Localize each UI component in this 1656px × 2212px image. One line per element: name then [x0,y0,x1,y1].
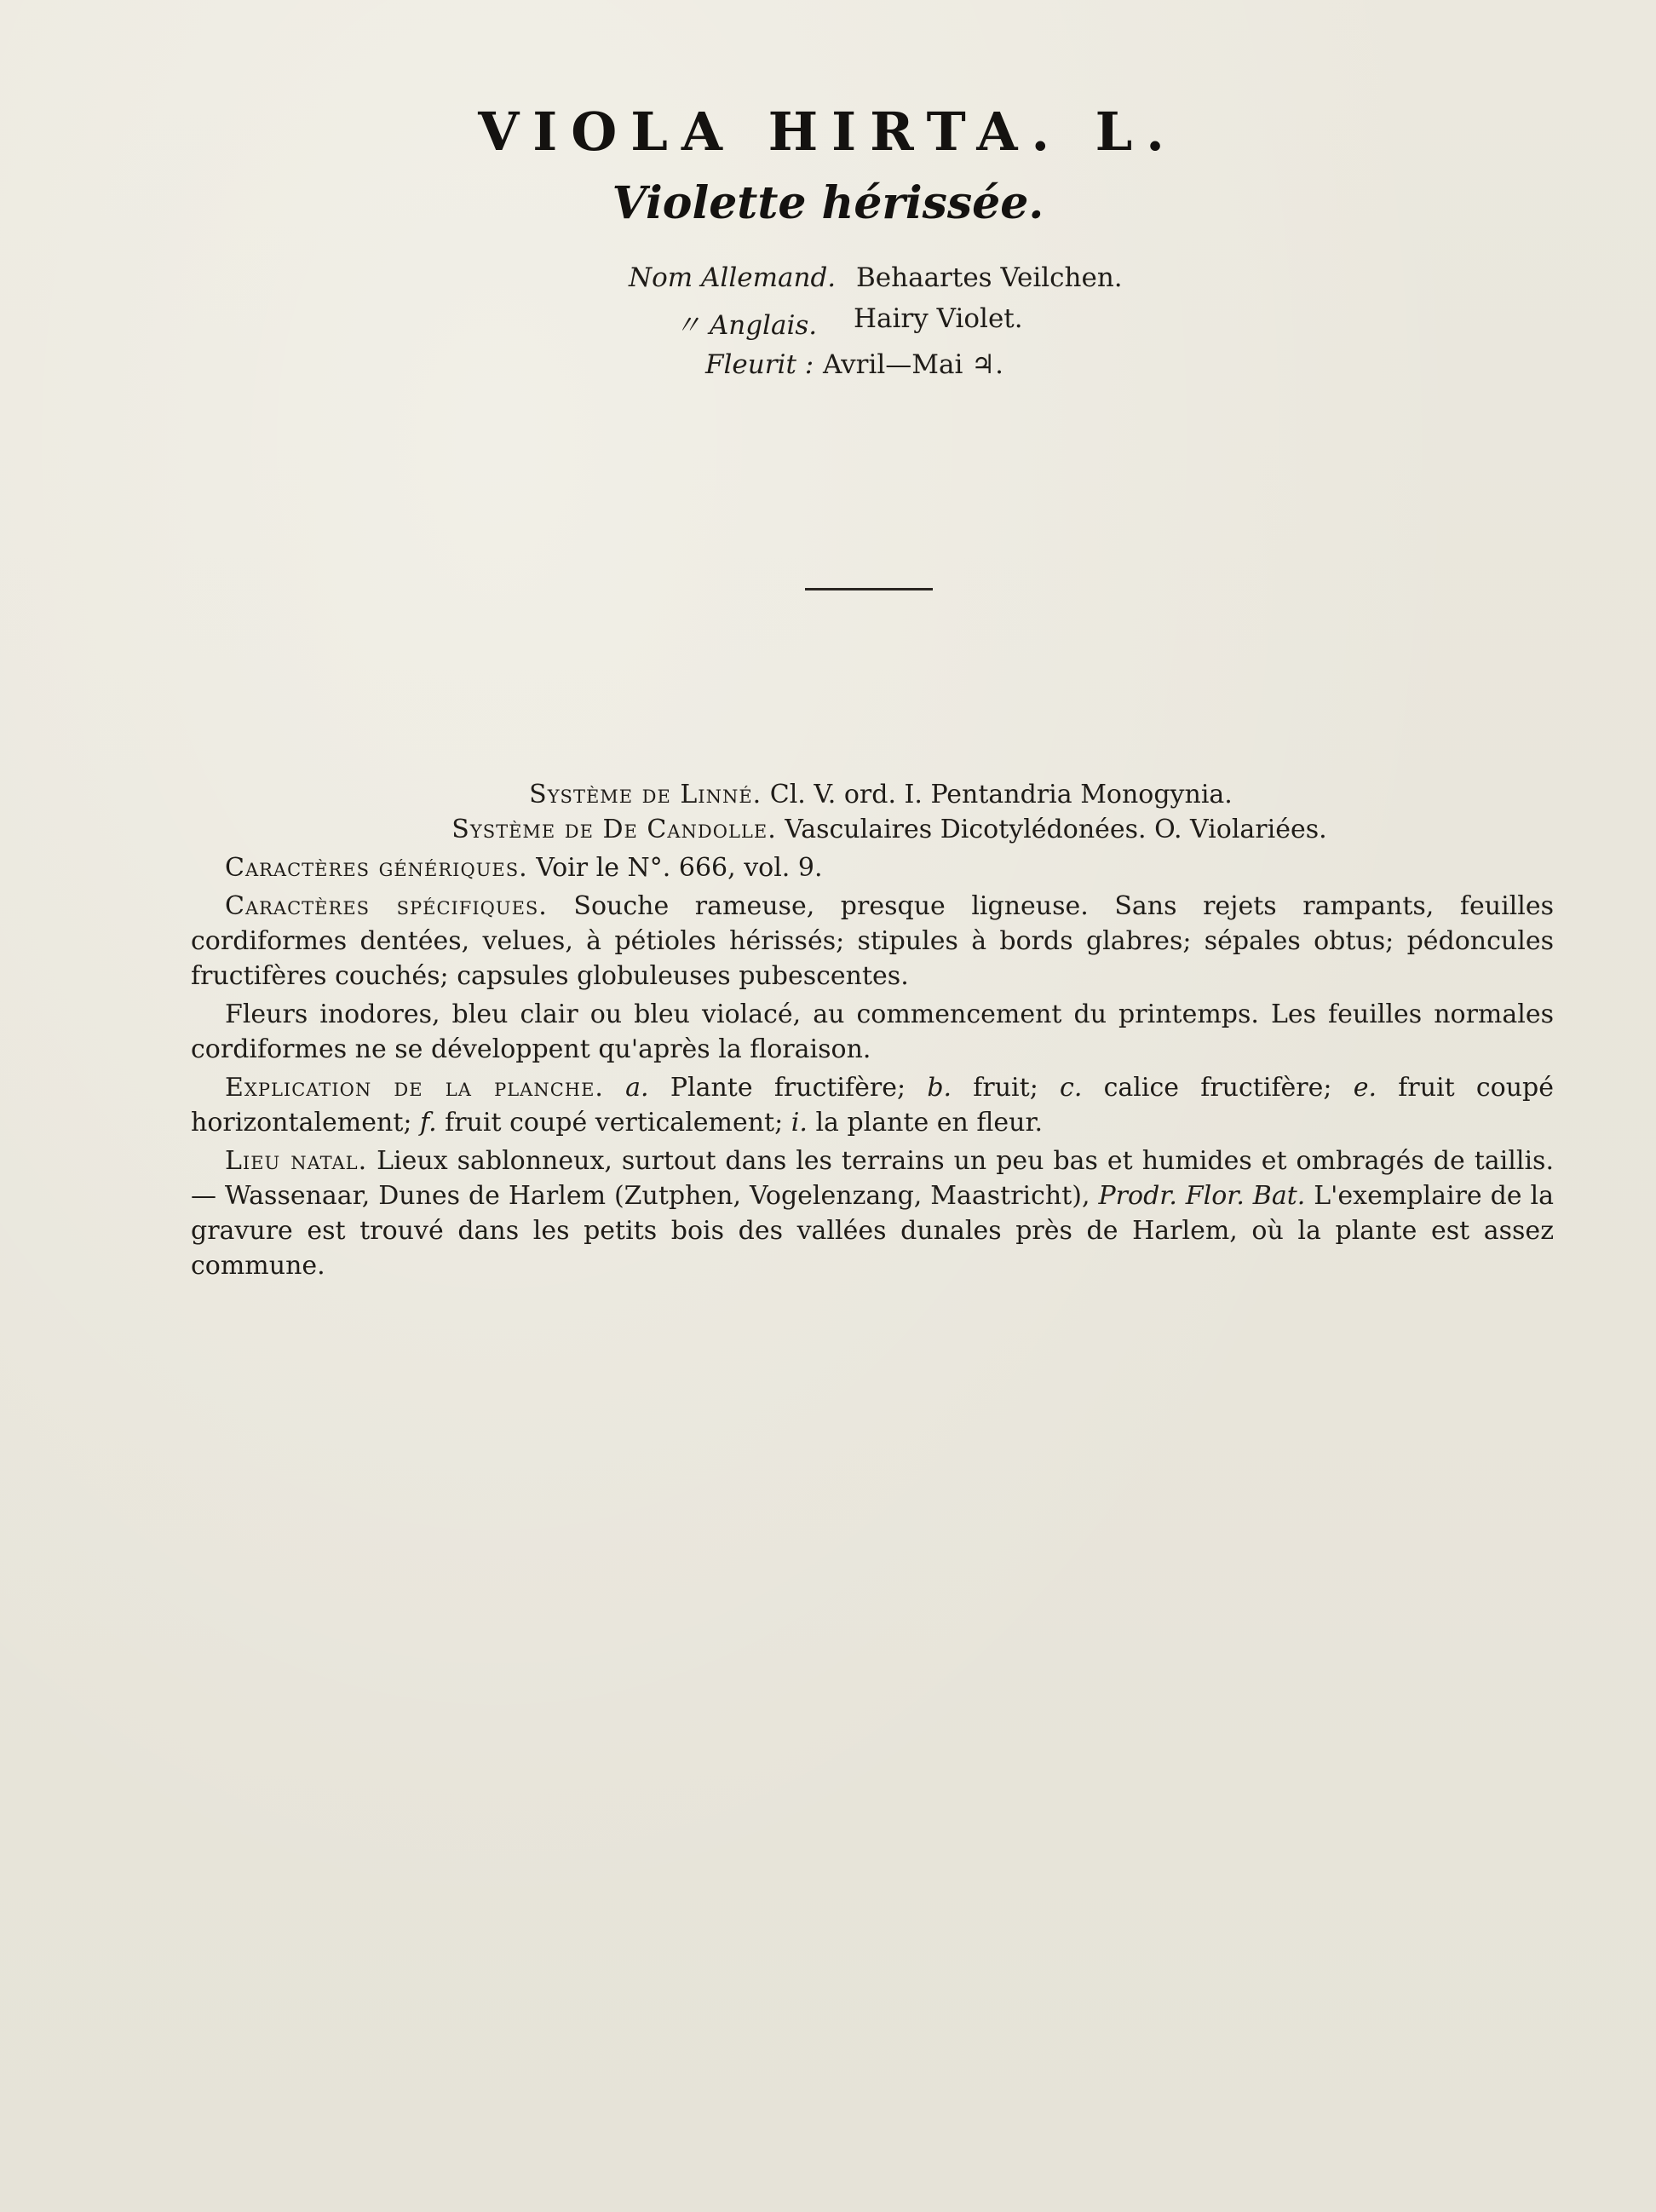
german-name-label: Nom Allemand. [629,262,837,293]
plate-explanation [191,1070,1554,1140]
english-name-label: 〃 Anglais. [675,310,818,341]
generic-text: Voir le N°. 666, vol. 9. [536,853,823,883]
specific-label: Caractères spécifiques. [225,891,548,921]
specific-characters [191,889,1554,994]
specific-text: Souche rameuse, presque ligneuse. Sans rejets rampants, feuilles cordiformes dentées, velues, à pétioles hérissés; stipules à bords glabres; sépales obtus; pédoncules fructifères couchés; capsules globuleuses pubescentes. [191,891,1555,991]
flowering-label: Fleurit : [705,349,814,380]
habitat-label: Lieu natal. [225,1146,368,1176]
common-names [0,262,1656,390]
plate-text-f: fruit coupé verticalement; [445,1108,784,1138]
habitat-text-2: L'exemplaire de la gravure est trouvé dans les petits bois des vallées dunales près de Harlem, où la plante est assez commune. [191,1181,1554,1281]
plate-text-b: fruit; [973,1073,1038,1103]
german-name-row [0,262,1656,303]
flowering-value: Avril—Mai ♃. [823,349,1003,380]
generic-label: Caractères génériques. [225,853,528,883]
plate-key-c: c. [1060,1073,1083,1103]
page-subtitle: Violette hérissée. [612,177,1044,229]
linne-value: Cl. V. ord. I. Pentandria Monogynia. [769,780,1233,809]
plate-key-i: i. [791,1108,808,1138]
plate-key-a: a. [625,1073,649,1103]
plate-key-e: e. [1353,1073,1377,1103]
divider-rule [805,588,933,590]
plate-label: Explication de la planche. [225,1073,604,1103]
habitat-paragraph [191,1143,1554,1283]
flowers-paragraph: Fleurs inodores, bleu clair ou bleu violacé, au commencement du printemps. Les feuilles normales cordiformes ne se développent qu'après la floraison. [191,999,1554,1064]
german-name-value: Behaartes Veilchen. [856,262,1123,293]
linne-system-line [191,777,1554,812]
plate-key-f: f. [420,1108,437,1138]
plate-text-e: fruit coupé horizontalement; [191,1073,1555,1138]
candolle-system-line [191,812,1554,847]
english-name-row [0,303,1656,344]
flowering-row [0,349,1656,390]
english-name-value: Hairy Violet. [854,303,1023,334]
candolle-label: Système de De Candolle. [451,815,777,844]
generic-characters [191,850,1554,885]
habitat-text-1: Lieux sablonneux, surtout dans les terrains un peu bas et humides et ombragés de taillis. — Wassenaar, Dunes de Harlem (Zutphen, Vogelenzang, Maastricht), [191,1146,1554,1211]
plate-text-a: Plante fructifère; [670,1073,906,1103]
plate-text-i: la plante en fleur. [815,1108,1044,1138]
plate-key-b: b. [927,1073,952,1103]
candolle-value: Vasculaires Dicotylédonées. O. Violariées. [785,815,1327,844]
page-title: VIOLA HIRTA. L. [478,101,1178,163]
description-body [191,777,1554,1283]
habitat-reference: Prodr. Flor. Bat. [1098,1181,1306,1211]
plate-text-c: calice fructifère; [1103,1073,1332,1103]
linne-label: Système de Linné. [529,780,762,809]
